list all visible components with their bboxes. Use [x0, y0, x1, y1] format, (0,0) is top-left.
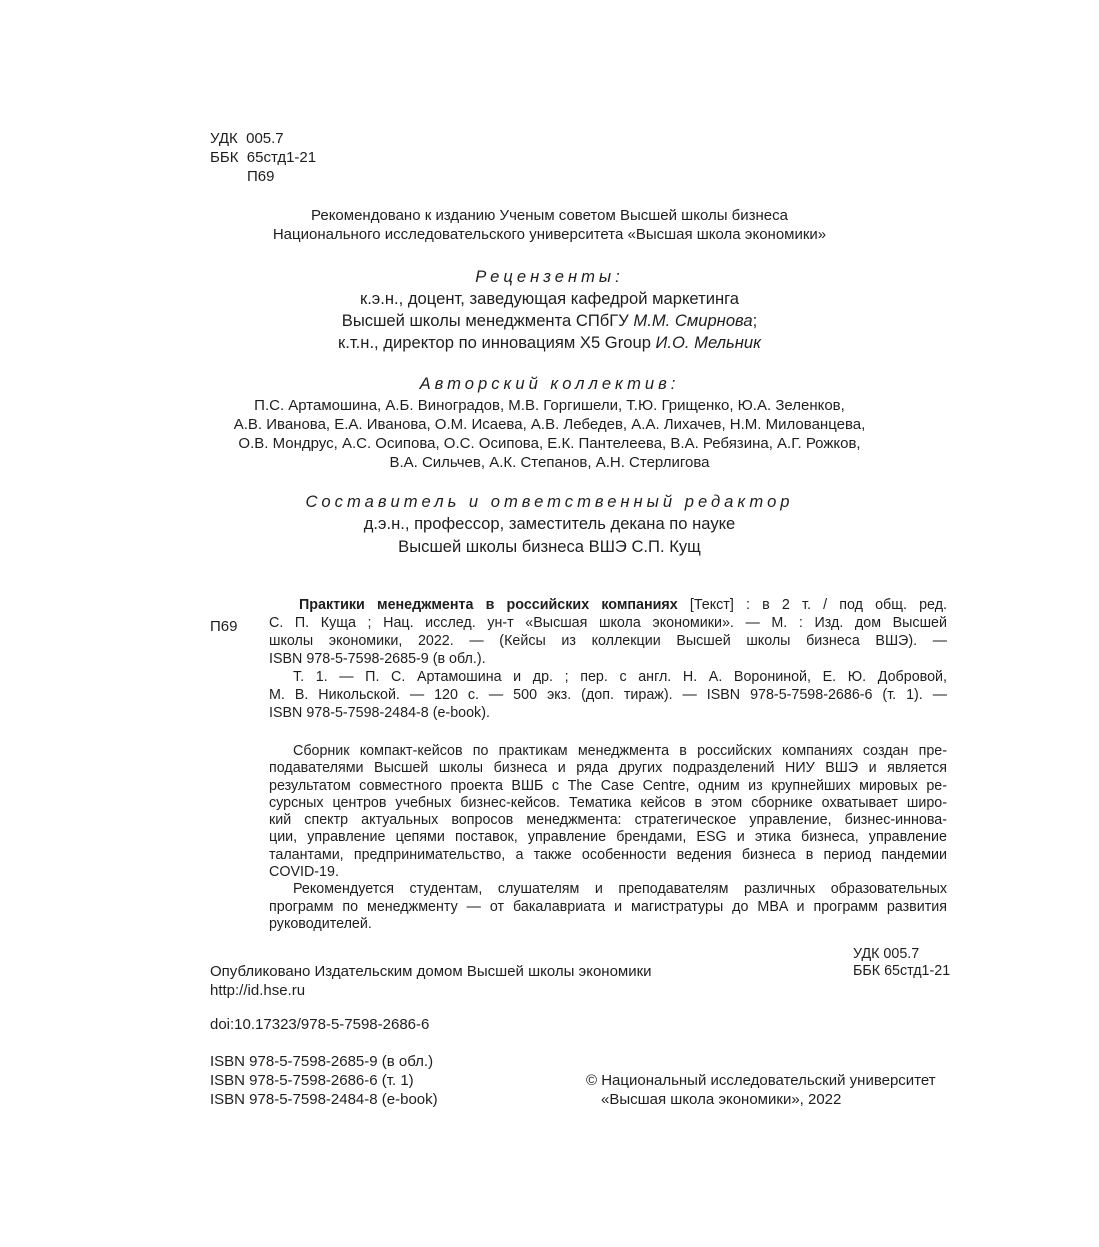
isbn-volume-1: ISBN 978-5-7598-2686-6 (т. 1) — [210, 1072, 414, 1089]
footer-bbk: ББК 65стд1-21 — [853, 963, 951, 979]
authors-heading: Авторский коллектив: — [419, 374, 680, 393]
annotation-line: Сборник компакт-кейсов по практикам менеджмента в российских компаниях создан пре- — [293, 743, 947, 759]
editor-line-1: д.э.н., профессор, заместитель декана по науке — [363, 514, 736, 533]
reviewer-name-smirnova: М.М. Смирнова — [633, 311, 753, 330]
catalog-line: школы экономики, 2022. — (Кейсы из коллекции Высшей школы бизнеса ВШЭ). — — [269, 633, 947, 649]
annotation-line: программ по менеджменту — от бакалавриата и магистратуры до MBA и программ развития — [269, 898, 947, 915]
authors-line-3: О.В. Мондрус, А.С. Осипова, О.С. Осипова, Е.К. Пантелеева, В.А. Ребязина, А.Г. Рожков, — [238, 435, 861, 452]
recommendation-line-2: Национального исследовательского университета «Высшая школа экономики» — [272, 226, 827, 243]
udk-code: УДК 005.7 — [210, 130, 284, 147]
reviewers-heading: Рецензенты: — [475, 267, 624, 286]
catalog-line: С. П. Куща ; Нац. исслед. ун-т «Высшая школа экономики». — М. : Изд. дом Высшей — [269, 615, 947, 631]
catalog-volume-line: Т. 1. — П. С. Артамошина и др. ; пер. с англ. Н. А. Ворониной, Е. Ю. Добровой, — [293, 669, 947, 685]
isbn-cover: ISBN 978-5-7598-2685-9 (в обл.) — [210, 1053, 434, 1070]
doi: doi:10.17323/978-5-7598-2686-6 — [210, 1016, 430, 1033]
annotation-line: кий спектр актуальных вопросов менеджмента: стратегическое управление, бизнес-иннова- — [269, 812, 947, 829]
authors-line-4: В.А. Сильчев, А.К. Степанов, А.Н. Стерлигова — [389, 454, 710, 471]
bbk-code: ББК 65стд1-21 — [210, 149, 317, 166]
catalog-line: ISBN 978-5-7598-2484-8 (e-book). — [269, 705, 490, 721]
editor-line-2: Высшей школы бизнеса ВШЭ С.П. Кущ — [398, 537, 701, 556]
reviewer-name-melnik: И.О. Мельник — [655, 333, 761, 352]
annotation-line: ции, управление цепями поставок, управление брендами, ESG и этика бизнеса, управление — [269, 829, 947, 846]
annotation-line: Рекомендуется студентам, слушателям и преподавателям различных образовательных — [293, 881, 947, 898]
book-title: Практики менеджмента в российских компаниях — [299, 597, 678, 613]
annotation-line: сурсных центров учебных бизнес-кейсов. Тематика кейсов в этом сборнике охватывает широ- — [269, 794, 947, 811]
reviewer-line-3: к.т.н., директор по инновациям X5 Group И.О. Мельник — [338, 333, 761, 352]
annotation-line: COVID-19. — [269, 864, 339, 881]
authors-line-1: П.С. Артамошина, А.Б. Виноградов, М.В. Горгишели, Т.Ю. Грищенко, Ю.А. Зеленков, — [254, 397, 845, 414]
catalog-author-mark: П69 — [210, 618, 238, 635]
publisher-line: Опубликовано Издательским домом Высшей школы экономики — [210, 963, 652, 980]
annotation-line: руководителей. — [269, 915, 372, 932]
copyright-line-1: © Национальный исследовательский университет — [586, 1072, 936, 1089]
authors-line-2: А.В. Иванова, Е.А. Иванова, О.М. Исаева, А.В. Лебедев, А.А. Лихачев, Н.М. Милованцева, — [233, 416, 866, 433]
catalog-line: М. В. Никольской. — 120 с. — 500 экз. (доп. тираж). — ISBN 978-5-7598-2686-6 (т. 1). — — [269, 687, 947, 703]
reviewer-line-1: к.э.н., доцент, заведующая кафедрой маркетинга — [359, 289, 740, 308]
editor-heading: Составитель и ответственный редактор — [305, 492, 794, 511]
annotation-line: результатом совместного проекта ВШБ с The Case Centre, одним из крупнейших мировых ре- — [269, 777, 947, 794]
catalog-entry — [269, 596, 947, 722]
author-mark: П69 — [247, 168, 275, 185]
isbn-ebook: ISBN 978-5-7598-2484-8 (e-book) — [210, 1091, 438, 1108]
annotation — [269, 743, 947, 933]
annotation-line: талантами, предпринимательство, а также особенности ведения бизнеса в период пандемии — [269, 846, 947, 863]
copyright-line-2: «Высшая школа экономики», 2022 — [601, 1091, 842, 1108]
reviewer-line-2: Высшей школы менеджмента СПбГУ М.М. Смирнова; — [341, 311, 758, 330]
catalog-title-line: Практики менеджмента в российских компаниях [Текст] : в 2 т. / под общ. ред. — [299, 597, 948, 613]
catalog-line: ISBN 978-5-7598-2685-9 (в обл.). — [269, 651, 486, 667]
footer-udk: УДК 005.7 — [853, 946, 920, 962]
recommendation-line-1: Рекомендовано к изданию Ученым советом Высшей школы бизнеса — [311, 207, 788, 224]
publisher-url[interactable]: http://id.hse.ru — [210, 982, 306, 999]
annotation-line: подавателями Высшей школы бизнеса и ряда других подразделений НИУ ВШЭ и является — [269, 760, 947, 777]
